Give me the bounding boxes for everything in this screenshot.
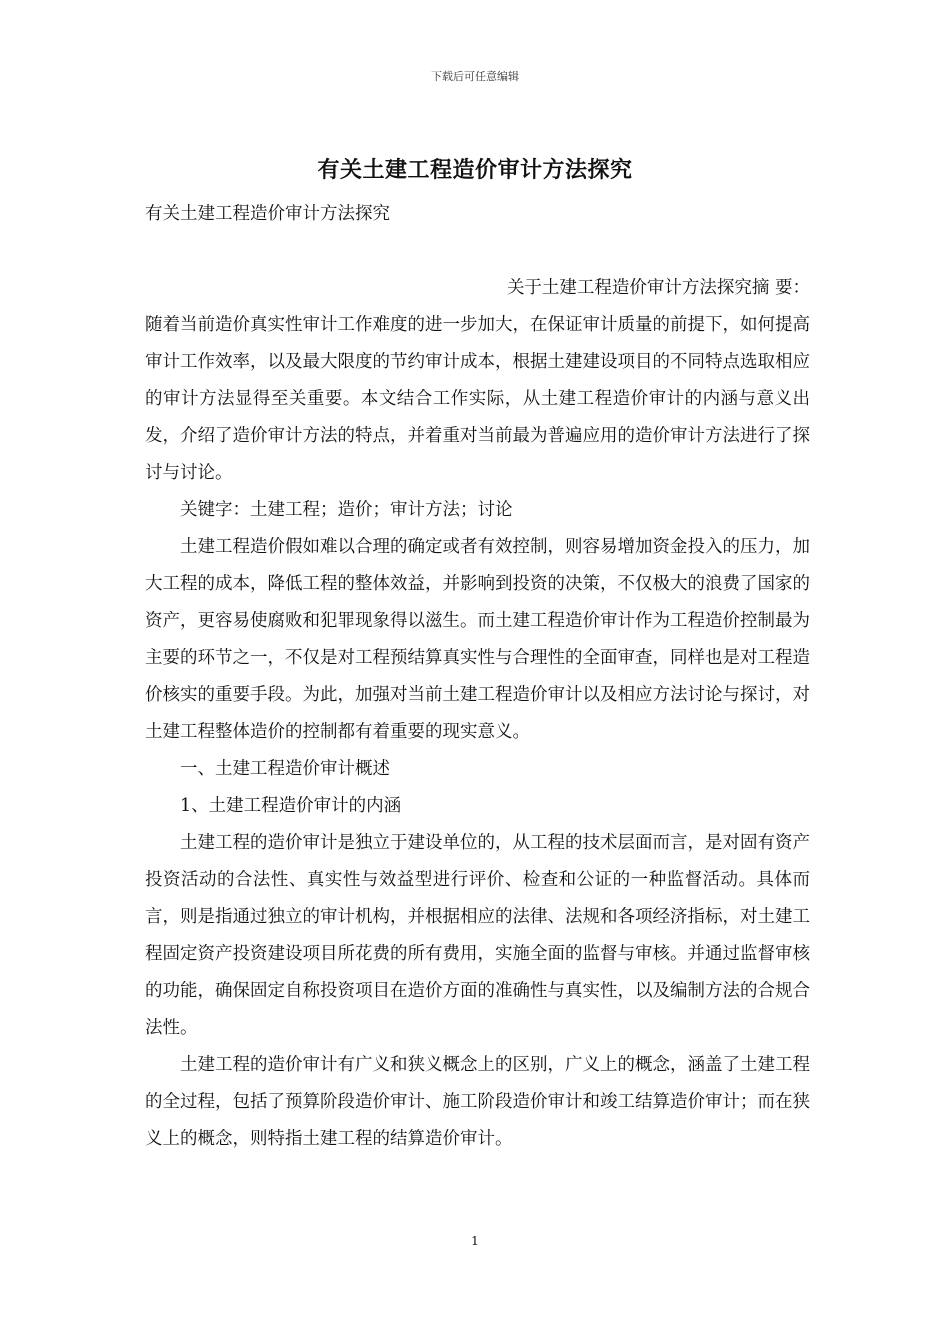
document-body	[145, 196, 810, 1158]
definition-paragraph: 土建工程的造价审计是独立于建设单位的，从工程的技术层面而言，是对固有资产投资活动的合法性、真实性与效益型进行评价、检查和公证的一种监督活动。具体而言，则是指通过独立的审计机构，并根据相应的法律、法规和各项经济指标，对土建工程固定资产投资建设项目所花费的所有费用，实施全面的监督与审核。并通过监督审核的功能，确保固定自称投资项目在造价方面的准确性与真实性，以及编制方法的合规合法性。	[145, 833, 810, 1038]
page-number: 1	[471, 1234, 479, 1248]
document-title: 有关土建工程造价审计方法探究	[317, 157, 633, 183]
subsection-heading: 1、土建工程造价审计的内涵	[180, 796, 402, 816]
keywords-line: 关键字：土建工程；造价；审计方法；讨论	[180, 500, 513, 520]
scope-paragraph: 土建工程的造价审计有广义和狭义概念上的区别，广义上的概念，涵盖了土建工程的全过程，包括了预算阶段造价审计、施工阶段造价审计和竣工结算造价审计；而在狭义上的概念，则特指土建工程的结算造价审计。	[145, 1055, 810, 1149]
page-header-note: 下载后可任意编辑	[431, 70, 519, 83]
abstract-heading: 关于土建工程造价审计方法探究摘 要：	[506, 278, 810, 298]
section-heading: 一、土建工程造价审计概述	[180, 759, 390, 779]
document-subtitle: 有关土建工程造价审计方法探究	[145, 204, 390, 224]
abstract-paragraph: 随着当前造价真实性审计工作难度的进一步加大，在保证审计质量的前提下，如何提高审计工作效率，以及最大限度的节约审计成本，根据土建建设项目的不同特点选取相应的审计方法显得至关重要。本文结合工作实际，从土建工程造价审计的内涵与意义出发，介绍了造价审计方法的特点，并着重对当前最为普遍应用的造价审计方法进行了探讨与讨论。	[145, 315, 810, 483]
intro-paragraph: 土建工程造价假如难以合理的确定或者有效控制，则容易增加资金投入的压力，加大工程的成本，降低工程的整体效益，并影响到投资的决策，不仅极大的浪费了国家的资产，更容易使腐败和犯罪现象得以滋生。而土建工程造价审计作为工程造价控制最为主要的环节之一，不仅是对工程预结算真实性与合理性的全面审查，同样也是对工程造价核实的重要手段。为此，加强对当前土建工程造价审计以及相应方法讨论与探讨，对土建工程整体造价的控制都有着重要的现实意义。	[145, 537, 810, 742]
